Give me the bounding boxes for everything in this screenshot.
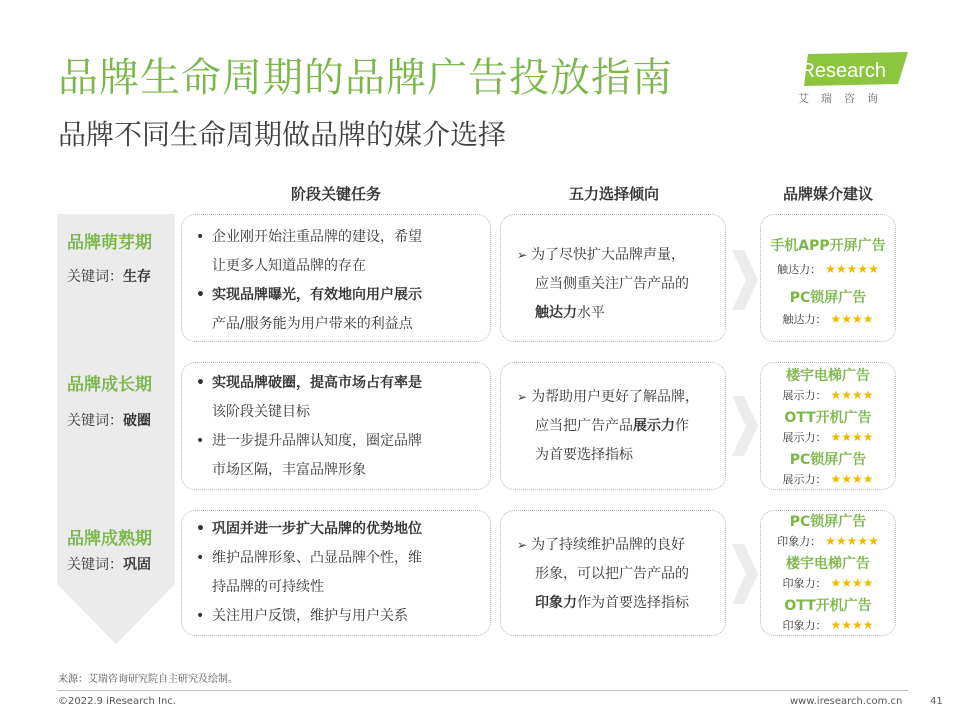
force-box-growth [500, 362, 726, 490]
media-name: OTT开机广告 [784, 410, 872, 426]
logo-text: iResearch [796, 60, 887, 82]
task-item-cont: 市场区隔，丰富品牌形象 [212, 462, 366, 478]
arrow-icon: ➢ [517, 248, 528, 262]
media-rating: 展示力： ★★★★ [782, 472, 874, 486]
force-text-mature: ➢ 为了持续维护品牌的良好 形象，可以把广告产品的 印象力作为首要选择指标 [517, 537, 689, 611]
task-item: • 实现品牌曝光，有效地向用户展示 [196, 287, 422, 303]
task-item-cont: 产品/服务能为用户带来的利益点 [212, 316, 413, 332]
chevron-right-icon [732, 544, 758, 604]
task-item: • 巩固并进一步扩大品牌的优势地位 [196, 521, 422, 537]
task-item-cont: 让更多人知道品牌的存在 [212, 258, 366, 274]
task-item: • 维护品牌形象、凸显品牌个性，维 [196, 550, 422, 566]
task-item: • 实现品牌破圈，提高市场占有率是 [196, 375, 422, 391]
force-text-growth: ➢ 为帮助用户更好了解品牌， 应当把广告产品展示力作 为首要选择指标 [517, 389, 700, 463]
media-box-growth [760, 362, 896, 490]
arrow-icon: ➢ [517, 538, 528, 552]
page-subtitle: 品牌不同生命周期做品牌的媒介选择 [58, 118, 507, 151]
star-rating-icon: ★★★★★ [825, 262, 879, 276]
media-rating: 印象力： ★★★★ [782, 618, 874, 632]
arrow-icon: ➢ [517, 390, 528, 404]
media-rating: 触达力： ★★★★★ [777, 262, 879, 276]
star-rating-icon: ★★★★ [830, 312, 874, 326]
media-rating: 展示力： ★★★★ [782, 430, 874, 444]
task-item: • 企业刚开始注重品牌的建设，希望 [196, 229, 422, 245]
header-tasks: 阶段关键任务 [290, 185, 381, 203]
stage-keyword-sprout: 关键词：生存 [67, 269, 151, 285]
media-name: PC锁屏广告 [789, 290, 867, 306]
footer-divider [58, 690, 908, 691]
media-box-mature [760, 510, 896, 636]
tasks-box-mature [181, 510, 491, 636]
media-rating: 展示力： ★★★★ [782, 388, 874, 402]
star-rating-icon: ★★★★ [830, 430, 874, 444]
star-rating-icon: ★★★★ [830, 388, 874, 402]
media-name: 楼宇电梯广告 [786, 556, 870, 572]
star-rating-icon: ★★★★★ [825, 534, 879, 548]
stage-name-mature: 品牌成熟期 [67, 529, 152, 549]
stage-name-sprout: 品牌萌芽期 [67, 233, 152, 253]
media-name: OTT开机广告 [784, 598, 872, 614]
task-item: • 关注用户反馈，维护与用户关系 [196, 608, 408, 624]
website-link[interactable]: www.iresearch.com.cn [790, 696, 903, 707]
star-rating-icon: ★★★★ [830, 618, 874, 632]
media-name: PC锁屏广告 [789, 514, 867, 530]
media-rating: 印象力： ★★★★ [782, 576, 874, 590]
source-note: 来源：艾瑞咨询研究院自主研究及绘制。 [58, 674, 238, 685]
tasks-box-growth [181, 362, 491, 490]
chevron-right-icon [732, 250, 758, 310]
stage-name-growth: 品牌成长期 [67, 375, 152, 395]
task-item-cont: 持品牌的可持续性 [212, 579, 324, 595]
media-name: 手机APP开屏广告 [770, 238, 886, 254]
force-box-sprout [500, 214, 726, 342]
star-rating-icon: ★★★★ [830, 576, 874, 590]
tasks-box-sprout [181, 214, 491, 342]
star-rating-icon: ★★★★ [830, 472, 874, 486]
header-media: 品牌媒介建议 [782, 185, 873, 203]
media-rating: 印象力： ★★★★★ [777, 534, 879, 548]
media-name: 楼宇电梯广告 [786, 368, 870, 384]
header-force: 五力选择倾向 [568, 185, 659, 203]
media-box-sprout [760, 214, 896, 342]
copyright: ©2022.9 iResearch Inc. [58, 696, 176, 707]
task-item-cont: 该阶段关键目标 [212, 404, 310, 420]
media-name: PC锁屏广告 [789, 452, 867, 468]
force-text-sprout: ➢ 为了尽快扩大品牌声量， 应当侧重关注广告产品的 触达力水平 [517, 247, 689, 321]
page-number: 41 [930, 696, 943, 707]
page-title: 品牌生命周期的品牌广告投放指南 [58, 55, 673, 101]
chevron-right-icon [732, 396, 758, 456]
media-rating: 触达力： ★★★★ [782, 312, 874, 326]
stage-keyword-growth: 关键词：破圈 [67, 413, 151, 429]
task-item: • 进一步提升品牌认知度，圈定品牌 [196, 433, 422, 449]
iresearch-logo [790, 50, 920, 110]
logo-subtext: 艾瑞咨询 [798, 92, 890, 105]
force-box-mature [500, 510, 726, 636]
stage-keyword-mature: 关键词：巩固 [67, 557, 151, 573]
